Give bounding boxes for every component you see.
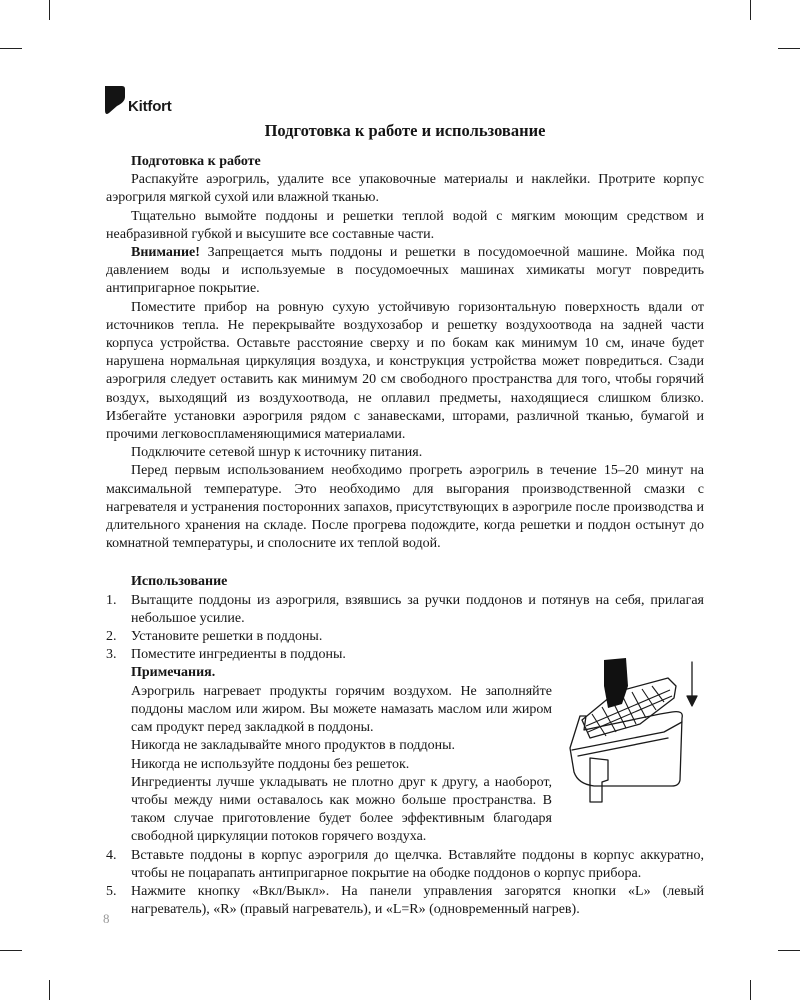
crop-mark — [750, 980, 751, 1000]
paragraph: Перед первым использованием необходимо прогреть аэрогриль в течение 15–20 минут на максимальной температуре. Это необходимо для выгорания производственной смазки с нагревателя и устранения посторонних запахов, присутствующих в аэрогриле после производства и длительного хранения на складе. После прогрева подождите, когда решетки и поддон остынут до комнатной температуры, и сполосните их теплой водой. — [106, 463, 704, 552]
notes-heading: Примечания. — [131, 665, 216, 681]
usage-steps — [106, 592, 704, 920]
step-item — [106, 646, 704, 846]
section-heading-usage: Использование — [131, 574, 228, 590]
step-item — [106, 847, 704, 883]
paragraph: Тщательно вымойте поддоны и решетки теплой водой с мягким моющим средством и неабразивной губкой и высушите все составные части. — [106, 208, 704, 242]
brand-logo — [104, 85, 172, 117]
step-text: Поместите ингредиенты в поддоны. — [131, 647, 346, 663]
note-line: Никогда не закладывайте много продуктов в поддоны. — [131, 738, 455, 754]
warning-label: Внимание! — [131, 245, 200, 261]
step-item — [106, 883, 704, 919]
crop-mark — [778, 48, 800, 49]
section-heading-preparation: Подготовка к работе — [131, 154, 261, 169]
page-content — [106, 153, 704, 919]
crop-mark — [49, 0, 50, 20]
note-line: Никогда не используйте поддоны без решеток. — [131, 756, 410, 772]
step-text: Вставьте поддоны в корпус аэрогриля до щелчка. Вставляйте поддоны в корпус аккуратно, чтобы не поцарапать антипригарное покрытие на ободке поддонов о корпус прибора. — [131, 847, 704, 881]
step-text: Вытащите поддоны из аэрогриля, взявшись за ручки поддонов и потянув на себя, прилагая небольшое усилие. — [131, 592, 704, 626]
step-number: 2. — [106, 629, 117, 645]
warning-text: Запрещается мыть поддоны и решетки в посудомоечной машине. Мойка под давлением воды и используемые в посудомоечных машинах химикаты могут повредить антипригарное покрытие. — [106, 245, 704, 297]
note-line: Ингредиенты лучше укладывать не плотно друг к другу, а наоборот, чтобы между ними оставалось как можно больше пространства. В таком случае приготовление будет более эффективным благодаря свободной циркуляции потоков горячего воздуха. — [131, 774, 552, 845]
step-text: Установите решетки в поддоны. — [131, 629, 323, 645]
crop-mark — [0, 950, 22, 951]
paragraph: Поместите прибор на ровную сухую устойчивую горизонтальную поверхность вдали от источников тепла. Не перекрывайте воздухозабор и решетку воздухоотвода на задней части корпуса устройства. Оставьте расстояние сверху и по бокам как минимум 10 см, иначе будет нарушена нормальная циркуляция воздуха, и конструкция устройства может повредиться. Сзади аэрогриля следует оставить как минимум 20 см свободного пространства для того, чтобы горячий воздух, выходящий из воздухоотвода, не оплавил предметы, находящиеся слишком близко. Избегайте установки аэрогриля рядом с занавесками, шторами, различной тканью, бумагой и прочими легковоспламеняющимися материалами. — [106, 299, 704, 443]
warning-paragraph — [106, 244, 704, 299]
step-number: 4. — [106, 847, 117, 863]
air-fryer-illustration — [564, 652, 704, 812]
crop-mark — [778, 950, 800, 951]
step-number: 1. — [106, 592, 117, 608]
air-fryer-basket-icon — [564, 652, 704, 812]
step-number: 5. — [106, 883, 117, 899]
paragraph: Подключите сетевой шнур к источнику питания. — [131, 445, 423, 461]
paragraph: Распакуйте аэрогриль, удалите все упаковочные материалы и наклейки. Протрите корпус аэрогриля мягкой сухой или влажной тканью. — [106, 172, 704, 206]
brand-name: Kitfort — [128, 98, 172, 115]
note-line: Аэрогриль нагревает продукты горячим воздухом. Не заполняйте поддоны маслом или жиром. Вы можете намазать маслом или жиром сам продукт перед закладкой в поддоны. — [131, 683, 552, 736]
step-item — [106, 592, 704, 628]
crop-mark — [750, 0, 751, 20]
spacer — [106, 553, 704, 573]
crop-mark — [49, 980, 50, 1000]
step-item — [106, 628, 704, 646]
page-title: Подготовка к работе и использование — [264, 121, 546, 140]
page-number: 8 — [103, 911, 110, 926]
crop-mark — [0, 48, 22, 49]
step-number: 3. — [106, 647, 117, 663]
step-text: Нажмите кнопку «Вкл/Выкл». На панели управления загорятся кнопки «L» (левый нагреватель), «R» (правый нагреватель), и «L=R» (одновременный нагрев). — [131, 883, 704, 918]
kitfort-logo-icon — [104, 85, 126, 117]
